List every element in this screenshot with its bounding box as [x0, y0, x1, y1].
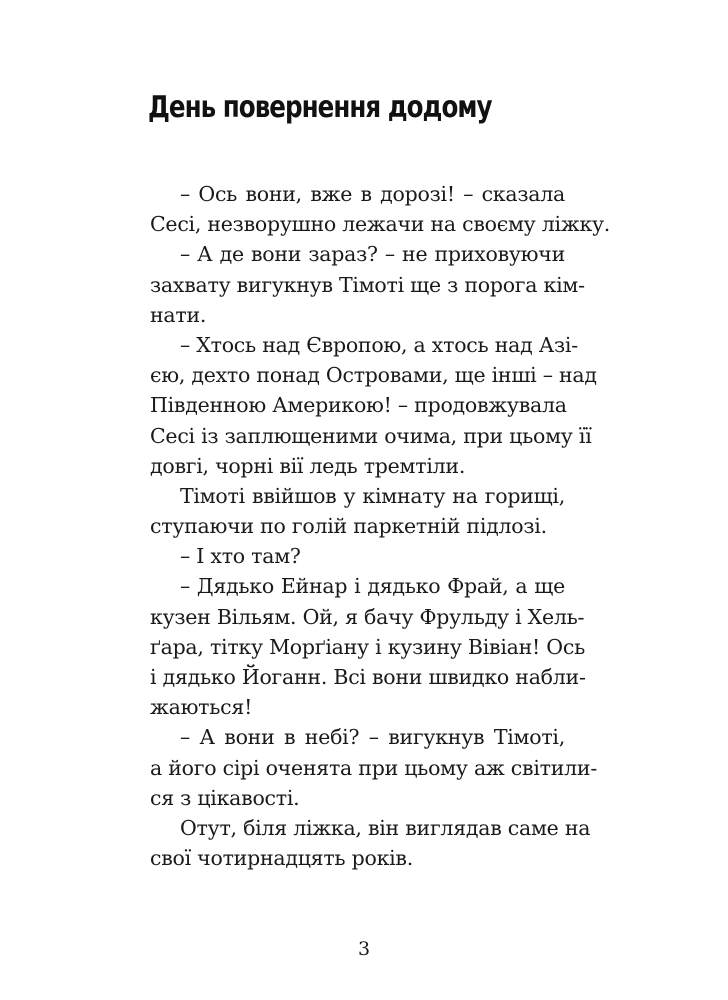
paragraph	[150, 722, 597, 813]
paragraph	[150, 481, 565, 541]
chapter-title: День повернення додому	[148, 90, 492, 125]
paragraph	[150, 179, 611, 239]
text-line: – Ось вони, вже в дорозі! – сказала	[180, 182, 565, 206]
text-line: – Хтось над Європою, а хтось над Азі-	[180, 332, 578, 357]
text-line: єю, дехто понад Островами, ще інші – над	[150, 363, 597, 388]
text-line: жаються!	[150, 695, 253, 720]
page-number: 3	[357, 938, 371, 960]
text-line: ґара, тітку Морґіану і кузину Вівіан! Ось	[150, 634, 585, 659]
paragraph	[150, 571, 586, 722]
text-line: а його сірі оченята при цьому аж світили-	[150, 755, 597, 780]
text-line: захвату вигукнув Тімоті ще з порога кім-	[150, 272, 585, 297]
text-line: Тімоті ввійшов у кімнату на горищі,	[180, 483, 565, 508]
paragraph	[150, 541, 565, 571]
text-line: – А вони в небі? – вигукнув Тімоті,	[180, 725, 565, 750]
text-line: – А де вони зараз? – не приховуючи	[180, 242, 565, 267]
paragraph	[150, 330, 597, 481]
text-line: кузен Вільям. Ой, я бачу Фрульду і Хель-	[150, 604, 585, 629]
body-text	[150, 179, 611, 873]
text-line: ся з цікавості.	[150, 785, 300, 810]
paragraph	[150, 813, 591, 873]
text-line: свої чотирнадцять років.	[150, 846, 413, 871]
text-line: – Дядько Ейнар і дядько Фрай, а ще	[180, 574, 565, 599]
text-line: ступаючи по голій паркетній підлозі.	[150, 514, 547, 539]
paragraph	[150, 239, 585, 330]
text-line: Сесі із заплющеними очима, при цьому її	[150, 423, 592, 448]
text-line: нати.	[150, 302, 207, 327]
text-line: і дядько Йоганн. Всі вони швидко набли-	[150, 665, 586, 689]
text-line: довгі, чорні вії ледь тремтіли.	[150, 453, 466, 478]
text-line: – І хто там?	[180, 544, 301, 569]
text-line: Сесі, незворушно лежачи на своєму ліжку.	[150, 212, 611, 237]
text-line: Отут, біля ліжка, він виглядав саме на	[180, 815, 591, 840]
text-line: Південною Америкою! – продовжувала	[150, 393, 567, 418]
